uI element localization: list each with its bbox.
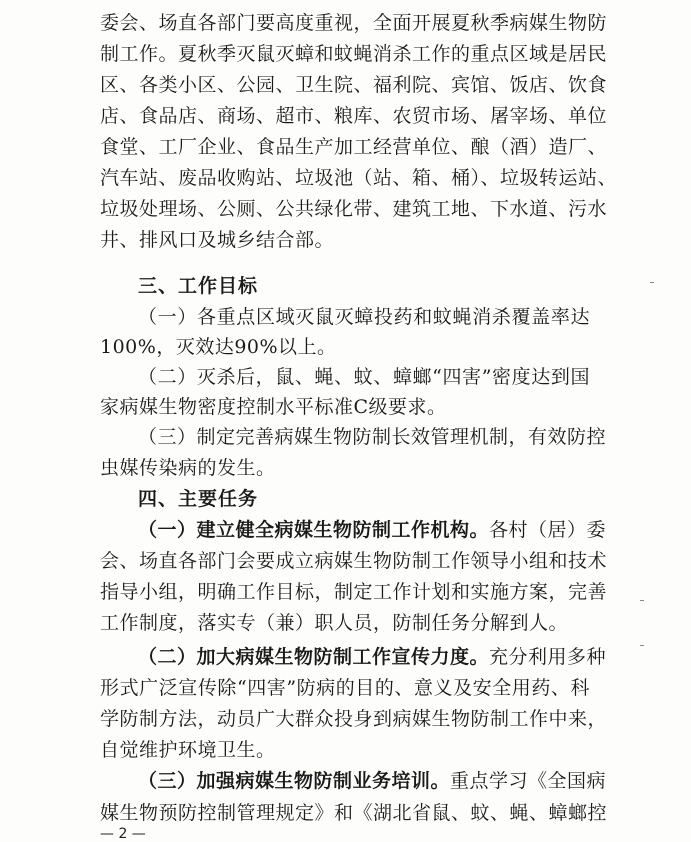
paragraph-text: 充分利用多种	[489, 646, 607, 668]
paragraph-line: 垃圾处理场、公厕、公共绿化带、建筑工地、下水道、污水	[100, 198, 608, 220]
paragraph-line: 店、食品店、商场、超市、粮库、农贸市场、屠宰场、单位	[100, 105, 608, 127]
scan-mark	[640, 645, 644, 646]
paragraph-line	[138, 766, 607, 796]
paragraph-line: （三）制定完善病媒生物防制长效管理机制，有效防控	[138, 426, 607, 448]
paragraph-line: 区、各类小区、公园、卫生院、福利院、宾馆、饭店、饮食	[100, 74, 608, 96]
section-heading: 四、主要任务	[138, 488, 259, 510]
paragraph-line: 委会、场直各部门要高度重视，全面开展夏秋季病媒生物防	[100, 12, 608, 34]
paragraph-line: 自觉维护环境卫生。	[100, 739, 276, 761]
paragraph-line: 工作制度，落实专（兼）职人员，防制任务分解到人。	[100, 612, 569, 634]
subsection-title: （一）建立健全病媒生物防制工作机构。	[138, 519, 490, 541]
paragraph-line: 井、排风口及城乡结合部。	[100, 229, 335, 251]
paragraph-line: 虫媒传染病的发生。	[100, 457, 276, 479]
paragraph-text: 各村（居）委	[489, 519, 607, 541]
paragraph-line: 制工作。夏秋季灭鼠灭蟑和蚊蝇消杀工作的重点区域是居民	[100, 43, 608, 65]
subsection-title: （三）加强病媒生物防制业务培训。	[138, 770, 451, 792]
paragraph-line	[138, 642, 607, 672]
section-heading: 三、工作目标	[138, 275, 259, 297]
paragraph-line: 指导小组，明确工作目标，制定工作计划和实施方案，完善	[100, 581, 608, 603]
subsection-title: （二）加大病媒生物防制工作宣传力度。	[138, 646, 490, 668]
paragraph-text: 重点学习《全国病	[450, 770, 607, 792]
paragraph-line: 会、场直各部门会要成立病媒生物防制工作领导小组和技术	[100, 550, 608, 572]
paragraph-line: 100%，灭效达90%以上。	[100, 336, 337, 358]
paragraph-line: 媒生物预防控制管理规定》和《湖北省鼠、蚊、蝇、蟑螂控	[100, 802, 608, 824]
paragraph-line	[138, 515, 607, 545]
scan-mark	[640, 600, 644, 601]
paragraph-line: 家病媒生物密度控制水平标准C级要求。	[100, 396, 447, 418]
paragraph-line: 汽车站、废品收购站、垃圾池（站、箱、桶）、垃圾转运站、	[100, 167, 618, 189]
paragraph-line: （一）各重点区域灭鼠灭蟑投药和蚊蝇消杀覆盖率达	[138, 306, 590, 328]
page-number: — 2 —	[100, 826, 146, 842]
paragraph-line: 食堂、工厂企业、食品生产加工经营单位、酿（酒）造厂、	[100, 136, 608, 158]
paragraph-line: （二）灭杀后，鼠、蝇、蚊、蟑螂“四害”密度达到国	[138, 366, 590, 388]
paragraph-line: 学防制方法，动员广大群众投身到病媒生物防制工作中来，	[100, 708, 608, 730]
scan-mark	[650, 282, 654, 283]
paragraph-line: 形式广泛宣传除“四害”防病的目的、意义及安全用药、科	[100, 677, 590, 699]
